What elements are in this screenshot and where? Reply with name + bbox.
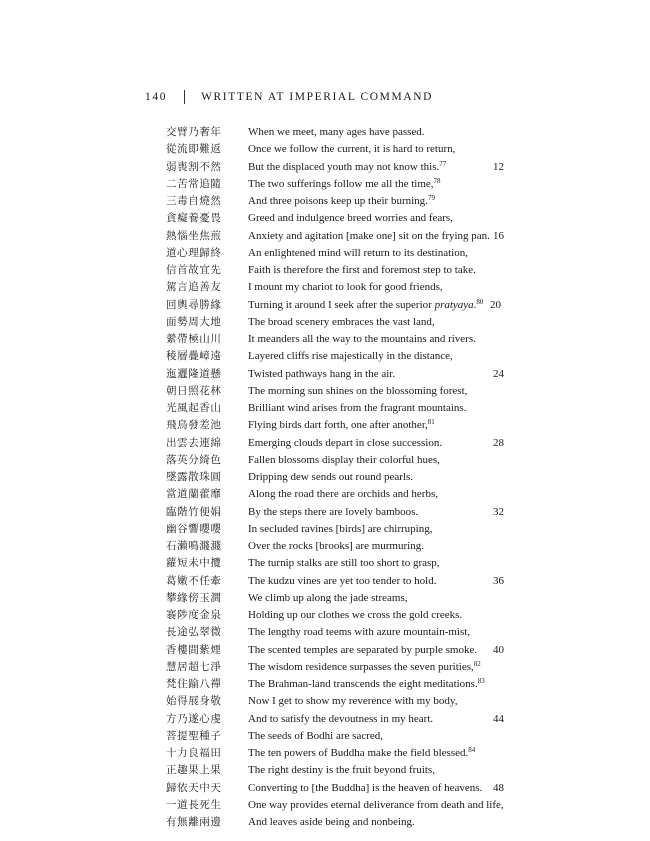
chinese-verse: 弱喪割不然 — [166, 160, 222, 173]
poem-line — [0, 435, 650, 452]
translation-text: I mount my chariot to look for good friends, — [248, 281, 443, 294]
chinese-verse: 熱惱坐焦煎 — [166, 229, 222, 242]
chinese-verse: 始得展身敬 — [166, 695, 222, 708]
poem-line — [0, 331, 650, 348]
translation-text: The morning sun shines on the blossoming forest, — [248, 384, 468, 397]
chinese-verse: 幽谷響嚶嚶 — [166, 522, 222, 535]
translation-text: One way provides eternal deliverance from death and life, — [248, 798, 504, 811]
english-translation — [248, 590, 407, 607]
chinese-verse: 一道長死生 — [166, 798, 222, 811]
chinese-verse: 稜層疊嶂遠 — [166, 350, 222, 363]
chinese-verse: 有無離兩邊 — [166, 816, 222, 828]
poem-line — [0, 314, 650, 331]
translation-text: And to satisfy the devoutness in my heart. — [248, 712, 434, 725]
translation-text: The wisdom residence surpasses the seven purities, — [248, 660, 474, 673]
chinese-verse: 慧居超七淨 — [166, 660, 222, 673]
poem-line — [0, 555, 650, 572]
translation-text: Layered cliffs rise majestically in the distance, — [248, 350, 453, 363]
translation-text: Turning it around I seek after the superior — [248, 298, 435, 311]
line-number: 28 — [493, 436, 504, 449]
chinese-verse: 回輿尋勝緣 — [166, 298, 222, 311]
translation-text: When we meet, many ages have passed. — [248, 126, 425, 138]
poem-line — [0, 659, 650, 676]
english-translation — [248, 193, 435, 210]
poem-line — [0, 728, 650, 745]
translation-text: And leaves aside being and nonbeing. — [248, 816, 415, 828]
poem-line — [0, 762, 650, 779]
english-translation — [248, 814, 415, 831]
footnote-marker[interactable]: 84 — [468, 746, 476, 754]
chinese-verse: 從流即難返 — [166, 143, 222, 156]
english-translation — [248, 348, 453, 365]
english-translation — [248, 624, 470, 641]
chinese-verse: 飛鳥發差池 — [166, 419, 222, 432]
english-translation — [248, 383, 467, 400]
english-translation — [248, 262, 476, 279]
chinese-verse: 三毒自燒然 — [166, 195, 222, 207]
chinese-verse: 落英分綺色 — [166, 453, 222, 466]
chinese-verse: 貪癡養憂畏 — [166, 212, 222, 225]
chinese-verse: 面勢周大地 — [166, 315, 222, 328]
chinese-verse: 攀緣傍玉澗 — [166, 591, 222, 604]
poem-line — [0, 590, 650, 607]
poem-line — [0, 262, 650, 279]
poem-line — [0, 366, 650, 383]
english-translation — [248, 676, 485, 693]
poem-line — [0, 642, 650, 659]
translation-text: Once we follow the current, it is hard to return, — [248, 143, 456, 156]
english-translation — [248, 314, 435, 331]
poem-line — [0, 607, 650, 624]
english-translation — [248, 728, 383, 745]
english-translation — [248, 693, 457, 710]
translation-text: Brilliant wind arises from the fragrant mountains. — [248, 402, 467, 414]
line-number: 24 — [493, 367, 504, 380]
translation-text: In secluded ravines [birds] are chirruping, — [248, 522, 433, 535]
english-translation — [248, 435, 442, 452]
poem-line — [0, 486, 650, 503]
poem-line — [0, 348, 650, 365]
poem-line — [0, 159, 650, 176]
poem-line — [0, 210, 650, 227]
translation-text: We climb up along the jade streams, — [248, 591, 408, 604]
chinese-verse: 葛嫩不任牽 — [166, 574, 222, 587]
translation-text: Converting to [the Buddha] is the heaven of heavens. — [248, 781, 483, 794]
chinese-verse: 菩提聖種子 — [166, 729, 222, 742]
english-translation — [248, 452, 440, 469]
english-translation — [248, 659, 481, 676]
poem-line — [0, 711, 650, 728]
english-translation — [248, 417, 435, 434]
translation-text-end: . — [473, 298, 477, 311]
english-translation — [248, 245, 468, 262]
chinese-verse: 駕言追善友 — [166, 281, 222, 294]
footnote-marker[interactable]: 82 — [473, 659, 481, 668]
english-translation — [248, 141, 455, 158]
english-translation — [248, 279, 443, 296]
line-number: 36 — [493, 574, 504, 587]
english-translation — [248, 176, 441, 193]
chinese-verse: 蘿短未中攬 — [166, 557, 222, 570]
chinese-verse: 歸依天中天 — [166, 781, 222, 794]
translation-text: The scented temples are separated by purple smoke. — [248, 643, 478, 656]
footnote-marker[interactable]: 83 — [477, 677, 485, 685]
english-translation — [248, 486, 438, 503]
poem-line — [0, 504, 650, 521]
footnote-marker[interactable]: 77 — [439, 159, 447, 168]
chinese-verse: 褰陟度金泉 — [166, 609, 222, 621]
poem-line — [0, 814, 650, 831]
translation-text: The lengthy road teems with azure mountain-mist, — [248, 626, 471, 639]
chinese-verse: 正趣果上果 — [166, 764, 222, 777]
poem-line — [0, 245, 650, 262]
poem-body — [0, 124, 650, 831]
line-number: 48 — [493, 781, 504, 794]
english-translation — [248, 400, 466, 417]
english-translation — [248, 521, 433, 538]
english-translation — [248, 331, 476, 348]
poem-line — [0, 780, 650, 797]
english-translation — [248, 762, 435, 779]
chinese-verse: 墜露散珠圓 — [166, 471, 222, 483]
translation-text: But the displaced youth may not know this. — [248, 160, 440, 173]
poem-line — [0, 676, 650, 693]
chinese-verse: 迤邐隆道懸 — [166, 367, 222, 380]
page-number: 140 — [145, 91, 168, 103]
header-divider — [184, 90, 185, 104]
english-translation — [248, 504, 418, 521]
translation-text: The ten powers of Buddha make the field blessed. — [248, 747, 469, 759]
english-translation — [248, 469, 413, 486]
translation-text: Greed and indulgence breed worries and fears, — [248, 212, 453, 225]
line-number: 32 — [493, 505, 504, 518]
translation-text: Dripping dew sends out round pearls. — [248, 471, 413, 483]
chinese-verse: 梵住踰八禪 — [166, 678, 222, 690]
chinese-verse: 出雲去連綿 — [166, 436, 222, 449]
translation-text: Holding up our clothes we cross the gold creeks. — [248, 609, 463, 621]
translation-text: Flying birds dart forth, one after another, — [248, 419, 428, 432]
english-translation — [248, 745, 475, 762]
english-translation — [248, 366, 395, 383]
poem-line — [0, 538, 650, 555]
chinese-verse: 香樓間紫煙 — [166, 643, 222, 656]
english-translation — [248, 607, 462, 624]
translation-text: It meanders all the way to the mountains and rivers. — [248, 333, 476, 345]
footnote-marker[interactable]: 81 — [427, 418, 435, 427]
english-translation — [248, 642, 477, 659]
line-number: 20 — [490, 298, 501, 311]
footnote-marker[interactable]: 79 — [427, 194, 435, 202]
translation-text: An enlightened mind will return to its destination, — [248, 246, 468, 259]
running-title: WRITTEN AT IMPERIAL COMMAND — [201, 91, 434, 103]
translation-text: Emerging clouds depart in close succession. — [248, 436, 443, 449]
translation-text: Over the rocks [brooks] are murmuring. — [248, 540, 424, 552]
footnote-marker[interactable]: 80 — [476, 297, 484, 306]
poem-line — [0, 193, 650, 210]
chinese-verse: 信首故宜先 — [166, 264, 222, 276]
poem-line — [0, 573, 650, 590]
translation-text: Fallen blossoms display their colorful hues, — [248, 453, 440, 466]
english-translation — [248, 210, 453, 227]
chinese-verse: 當道蘭藿靡 — [166, 488, 222, 501]
poem-line — [0, 797, 650, 814]
translation-text: By the steps there are lovely bamboos. — [248, 505, 419, 518]
chinese-verse: 長途弘翠微 — [166, 626, 222, 639]
chinese-verse: 縈帶極山川 — [166, 333, 222, 345]
english-translation — [248, 555, 440, 572]
translation-text: And three poisons keep up their burning. — [248, 195, 428, 207]
poem-line — [0, 124, 650, 141]
translation-text: Faith is therefore the first and foremost step to take. — [248, 264, 476, 276]
english-translation — [248, 780, 482, 797]
poem-line — [0, 297, 650, 314]
translation-text: The turnip stalks are still too short to grasp, — [248, 557, 440, 570]
poem-line — [0, 383, 650, 400]
english-translation — [248, 797, 504, 814]
translation-text: The Brahman-land transcends the eight meditations. — [248, 678, 478, 690]
poem-line — [0, 141, 650, 158]
chinese-verse: 方乃遂心虔 — [166, 712, 222, 725]
translation-text: The right destiny is the fruit beyond fruits, — [248, 764, 435, 777]
poem-line — [0, 521, 650, 538]
chinese-verse: 道心理歸終 — [166, 246, 222, 259]
poem-line — [0, 176, 650, 193]
running-header — [145, 90, 433, 106]
poem-line — [0, 279, 650, 296]
translation-text: Anxiety and agitation [make one] sit on the frying pan. — [248, 229, 490, 242]
chinese-verse: 交臂乃奢年 — [166, 126, 222, 138]
english-translation — [248, 124, 425, 141]
line-number: 16 — [493, 229, 504, 242]
english-translation — [248, 573, 436, 590]
translation-text: The seeds of Bodhi are sacred, — [248, 729, 384, 742]
english-translation — [248, 538, 424, 555]
chinese-verse: 石瀨鳴濺濺 — [166, 540, 222, 552]
chinese-verse: 十力良福田 — [166, 747, 222, 759]
poem-line — [0, 693, 650, 710]
translation-text: The broad scenery embraces the vast land, — [248, 315, 435, 328]
poem-line — [0, 469, 650, 486]
chinese-verse: 二苦常追隨 — [166, 177, 222, 190]
translation-text: Twisted pathways hang in the air. — [248, 367, 396, 380]
translation-text: The kudzu vines are yet too tender to hold. — [248, 574, 437, 587]
poem-line — [0, 228, 650, 245]
italic-term: pratyaya — [434, 298, 474, 311]
translation-text: Along the road there are orchids and herbs, — [248, 488, 438, 501]
translation-text: The two sufferings follow me all the time, — [248, 177, 434, 190]
poem-line — [0, 400, 650, 417]
line-number: 40 — [493, 643, 504, 656]
line-number: 44 — [493, 712, 504, 725]
english-translation — [248, 159, 446, 176]
chinese-verse: 朝日照花林 — [166, 384, 222, 397]
poem-line — [0, 452, 650, 469]
footnote-marker[interactable]: 78 — [433, 176, 441, 185]
english-translation — [248, 711, 433, 728]
translation-text: Now I get to show my reverence with my body, — [248, 695, 458, 708]
chinese-verse: 臨階竹便娟 — [166, 505, 222, 518]
poem-line — [0, 745, 650, 762]
poem-line — [0, 417, 650, 434]
english-translation — [248, 228, 490, 245]
line-number: 12 — [493, 160, 504, 173]
english-translation — [248, 297, 483, 314]
poem-line — [0, 624, 650, 641]
chinese-verse: 光風起香山 — [166, 402, 222, 414]
